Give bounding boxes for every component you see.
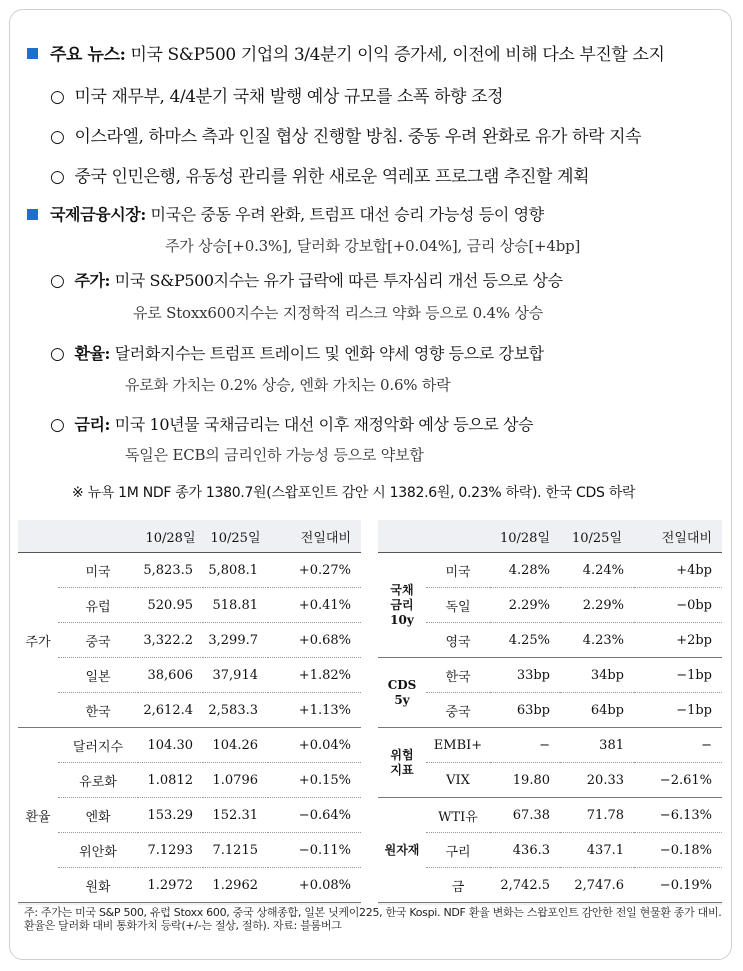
bullet-square-icon: [27, 209, 38, 220]
value-cell: 2.29%: [490, 588, 560, 623]
news-item: [50, 162, 589, 187]
header-cell: [426, 520, 490, 553]
table-row: [18, 868, 361, 903]
row-label: 엔화: [58, 798, 138, 833]
value-cell: +1.82%: [268, 658, 361, 693]
value-cell: 5,823.5: [138, 553, 203, 588]
table-row: [18, 553, 361, 588]
value-cell: 67.38: [490, 798, 560, 833]
value-cell: 4.28%: [490, 553, 560, 588]
left-table-wrap: [18, 520, 361, 905]
value-cell: −0bp: [634, 588, 722, 623]
section-text: 달러화지수는 트럼프 트레이드 및 엔화 약세 영향 등으로 강보합: [114, 344, 544, 363]
table-row: [18, 833, 361, 868]
value-cell: 4.23%: [560, 623, 634, 658]
group-label: 원자재: [378, 798, 426, 903]
group-label: 위험 지표: [378, 728, 426, 798]
value-cell: 19.80: [490, 763, 560, 798]
header-cell: 10/25일: [560, 520, 634, 553]
value-cell: 7.1293: [138, 833, 203, 868]
row-label: 한국: [58, 693, 138, 728]
section-rates: [50, 412, 533, 435]
table-row: [378, 623, 722, 658]
row-label: 금: [426, 868, 490, 903]
ndf-note: ※ 뉴욕 1M NDF 종가 1380.7원(스왑포인트 감안 시 1382.6원, 0.23% 하락). 한국 CDS 하락: [72, 485, 636, 501]
section-label: 환율:: [74, 344, 111, 363]
value-cell: 2,747.6: [560, 868, 634, 903]
row-label: 미국: [58, 553, 138, 588]
value-cell: 7.1215: [203, 833, 268, 868]
table-row: [378, 553, 722, 588]
table-row: [18, 658, 361, 693]
value-cell: −0.19%: [634, 868, 722, 903]
value-cell: 520.95: [138, 588, 203, 623]
value-cell: +4bp: [634, 553, 722, 588]
value-cell: 1.2972: [138, 868, 203, 903]
row-label: WTI유: [426, 798, 490, 833]
market-heading: [50, 202, 544, 225]
section-fx: [50, 341, 544, 364]
section-stocks: [50, 268, 563, 291]
value-cell: +2bp: [634, 623, 722, 658]
value-cell: −0.64%: [268, 798, 361, 833]
value-cell: +0.08%: [268, 868, 361, 903]
row-label: 구리: [426, 833, 490, 868]
value-cell: 436.3: [490, 833, 560, 868]
value-cell: 71.78: [560, 798, 634, 833]
value-cell: 33bp: [490, 658, 560, 693]
table-row: [18, 588, 361, 623]
circle-bullet-icon: ○: [50, 271, 65, 291]
header-cell: [58, 520, 138, 553]
value-cell: 4.24%: [560, 553, 634, 588]
table-row: [18, 623, 361, 658]
row-label: 중국: [58, 623, 138, 658]
value-cell: −1bp: [634, 658, 722, 693]
value-cell: 63bp: [490, 693, 560, 728]
headline-text: 미국 S&P500 기업의 3/4분기 이익 증가세, 이전에 비해 다소 부진할 소지: [130, 45, 665, 65]
value-cell: +1.13%: [268, 693, 361, 728]
value-cell: 2,612.4: [138, 693, 203, 728]
market-text: 미국은 중동 우려 완화, 트럼프 대선 승리 가능성 등이 영향: [150, 205, 544, 224]
value-cell: 64bp: [560, 693, 634, 728]
footnote: 주: 주가는 미국 S&P 500, 유럽 Stoxx 600, 중국 상해종합, 일본 닛케이225, 한국 Kospi. NDF 환율 변화는 스왑포인트 감안한 전일 현물환 종가 대비. 환율은 달러화 대비 통화가치 등락(+/-는 절상, 절하). 자료: 블룸버그: [24, 906, 722, 932]
value-cell: −: [634, 728, 722, 763]
header-cell: [378, 520, 426, 553]
value-cell: −: [490, 728, 560, 763]
section-sub: 독일은 ECB의 금리인하 가능성 등으로 약보합: [125, 446, 424, 464]
news-item: [50, 122, 641, 147]
value-cell: 38,606: [138, 658, 203, 693]
table-row: [18, 763, 361, 798]
table-row: [378, 658, 722, 693]
row-label: 중국: [426, 693, 490, 728]
table-row: [378, 763, 722, 798]
value-cell: 152.31: [203, 798, 268, 833]
value-cell: 4.25%: [490, 623, 560, 658]
headline-label: 주요 뉴스:: [50, 45, 126, 65]
news-item: [50, 82, 503, 107]
header-cell: 전일대비: [634, 520, 722, 553]
value-cell: 3,322.2: [138, 623, 203, 658]
row-label: 원화: [58, 868, 138, 903]
table-row: [378, 728, 722, 763]
table-row: [378, 833, 722, 868]
table-row: [378, 588, 722, 623]
value-cell: 37,914: [203, 658, 268, 693]
circle-bullet-icon: ○: [50, 87, 65, 107]
table-header-row: [18, 520, 361, 553]
row-label: EMBI+: [426, 728, 490, 763]
row-label: 영국: [426, 623, 490, 658]
value-cell: 1.0812: [138, 763, 203, 798]
value-cell: 437.1: [560, 833, 634, 868]
section-text: 미국 10년물 국채금리는 대선 이후 재정악화 예상 등으로 상승: [114, 415, 534, 434]
value-cell: +0.04%: [268, 728, 361, 763]
section-label: 주가:: [74, 271, 111, 290]
left-market-table: [18, 520, 361, 903]
table-row: [378, 868, 722, 903]
header-cell: 10/28일: [490, 520, 560, 553]
row-label: 독일: [426, 588, 490, 623]
news-item-text: 미국 재무부, 4/4분기 국채 발행 예상 규모를 소폭 하향 조정: [74, 87, 504, 107]
circle-bullet-icon: ○: [50, 415, 65, 435]
header-cell: [18, 520, 58, 553]
value-cell: 5,808.1: [203, 553, 268, 588]
row-label: 유로화: [58, 763, 138, 798]
table-row: [18, 693, 361, 728]
row-label: 위안화: [58, 833, 138, 868]
table-row: [18, 728, 361, 763]
header-cell: 10/25일: [203, 520, 268, 553]
value-cell: −0.11%: [268, 833, 361, 868]
value-cell: 381: [560, 728, 634, 763]
section-sub: 유로화 가치는 0.2% 상승, 엔화 가치는 0.6% 하락: [125, 376, 451, 394]
value-cell: 104.26: [203, 728, 268, 763]
value-cell: +0.27%: [268, 553, 361, 588]
report-card: [9, 9, 732, 960]
market-summary: 주가 상승[+0.3%], 달러화 강보합[+0.04%], 금리 상승[+4bp]: [165, 237, 581, 255]
market-label: 국제금융시장:: [50, 205, 146, 224]
circle-bullet-icon: ○: [50, 167, 65, 187]
table-row: [378, 693, 722, 728]
right-table-wrap: [378, 520, 722, 905]
row-label: VIX: [426, 763, 490, 798]
row-label: 일본: [58, 658, 138, 693]
value-cell: 104.30: [138, 728, 203, 763]
value-cell: −6.13%: [634, 798, 722, 833]
section-label: 금리:: [74, 415, 111, 434]
row-label: 유럽: [58, 588, 138, 623]
value-cell: 1.2962: [203, 868, 268, 903]
value-cell: 518.81: [203, 588, 268, 623]
value-cell: +0.15%: [268, 763, 361, 798]
row-label: 미국: [426, 553, 490, 588]
section-sub: 유로 Stoxx600지수는 지정학적 리스크 약화 등으로 0.4% 상승: [133, 304, 544, 322]
value-cell: 2.29%: [560, 588, 634, 623]
bullet-square-icon: [27, 48, 38, 59]
row-label: 한국: [426, 658, 490, 693]
right-market-table: [378, 520, 722, 903]
group-label: CDS 5y: [378, 658, 426, 728]
value-cell: 20.33: [560, 763, 634, 798]
header-cell: 10/28일: [138, 520, 203, 553]
value-cell: 2,583.3: [203, 693, 268, 728]
circle-bullet-icon: ○: [50, 344, 65, 364]
group-label: 환율: [18, 728, 58, 903]
header-cell: 전일대비: [268, 520, 361, 553]
value-cell: 34bp: [560, 658, 634, 693]
row-label: 달러지수: [58, 728, 138, 763]
section-text: 미국 S&P500지수는 유가 급락에 따른 투자심리 개선 등으로 상승: [114, 271, 563, 290]
value-cell: −0.18%: [634, 833, 722, 868]
table-header-row: [378, 520, 722, 553]
news-item-text: 중국 인민은행, 유동성 관리를 위한 새로운 역레포 프로그램 추진할 계획: [74, 167, 590, 187]
group-label: 국채 금리 10y: [378, 553, 426, 658]
news-item-text: 이스라엘, 하마스 측과 인질 협상 진행할 방침. 중동 우려 완화로 유가 하락 지속: [74, 127, 642, 147]
circle-bullet-icon: ○: [50, 127, 65, 147]
value-cell: +0.41%: [268, 588, 361, 623]
value-cell: 153.29: [138, 798, 203, 833]
table-row: [378, 798, 722, 833]
headline: [50, 40, 665, 65]
value-cell: 2,742.5: [490, 868, 560, 903]
value-cell: −1bp: [634, 693, 722, 728]
value-cell: 3,299.7: [203, 623, 268, 658]
table-row: [18, 798, 361, 833]
value-cell: −2.61%: [634, 763, 722, 798]
value-cell: 1.0796: [203, 763, 268, 798]
group-label: 주가: [18, 553, 58, 728]
value-cell: +0.68%: [268, 623, 361, 658]
